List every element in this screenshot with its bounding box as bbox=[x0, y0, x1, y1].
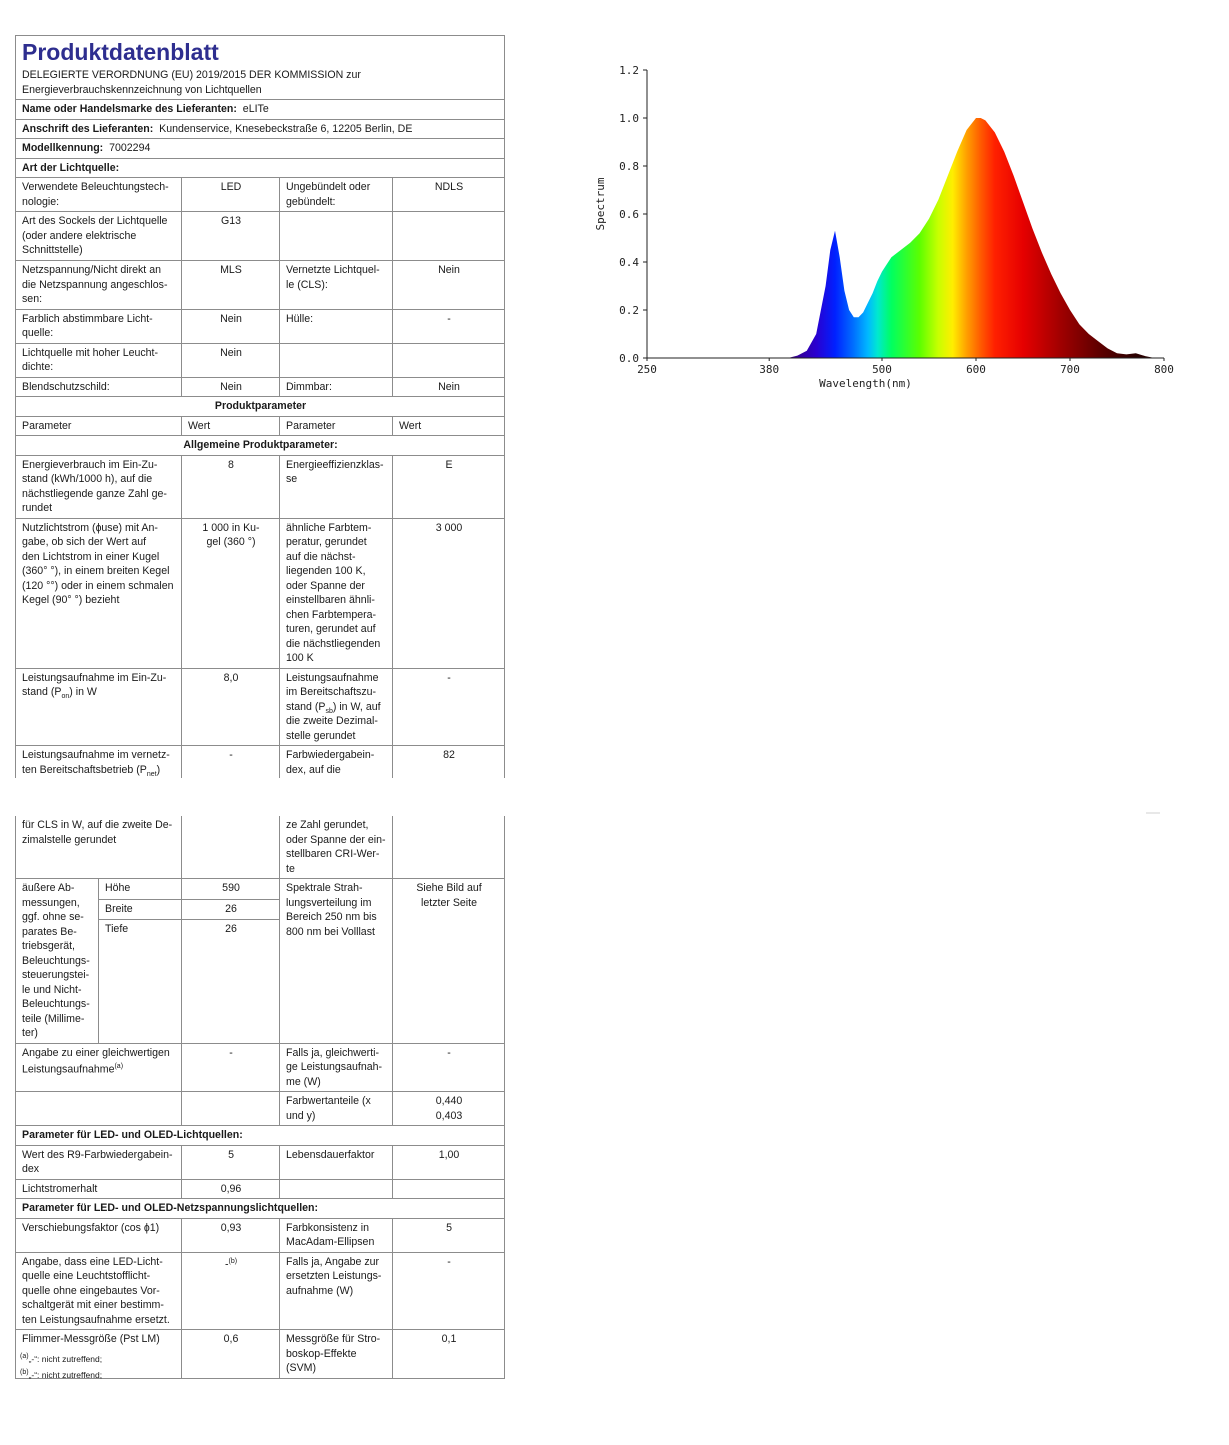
param-cell-text: Blendschutzschild: bbox=[22, 380, 110, 393]
supplier-name bbox=[16, 100, 505, 120]
param-cell bbox=[16, 1145, 182, 1179]
value-cell-text: 1,00 bbox=[438, 1148, 460, 1161]
param-cell-subscript: on bbox=[61, 693, 70, 701]
value-cell bbox=[393, 1043, 505, 1092]
param-cell-text: Nutzlichtstrom (ɸuse) mit An- gabe, ob sich der Wert auf den Lichtstrom in einer Kugel (360° °), in einem breiten Kegel (120 °°) oder in einem schmalen Kegel (90° °) bezieht bbox=[22, 521, 174, 606]
model-id-label: Modellkennung: bbox=[22, 142, 104, 154]
value-cell bbox=[182, 1145, 280, 1179]
x-tick-label: 600 bbox=[966, 363, 986, 376]
table-row bbox=[16, 455, 505, 518]
x-tick-label: 250 bbox=[637, 363, 657, 376]
param-cell bbox=[280, 1145, 393, 1179]
value-cell-text: 0,6 bbox=[223, 1333, 239, 1345]
table-row bbox=[16, 816, 505, 879]
section-heading bbox=[16, 1199, 505, 1219]
value-cell-text: 0,440 0,403 bbox=[435, 1095, 463, 1122]
table-row bbox=[16, 1092, 505, 1126]
dimension-name bbox=[99, 879, 182, 900]
title-cell bbox=[16, 36, 505, 100]
param-cell bbox=[280, 1330, 393, 1379]
param-cell-text: Ungebündelt oder gebündelt: bbox=[286, 181, 371, 208]
value-cell-text: Nein bbox=[220, 346, 242, 359]
param-cell-text-end: ) in W bbox=[69, 686, 97, 698]
supplier-name-label: Name oder Handelsmarke des Lieferanten: bbox=[22, 103, 237, 115]
supplier-address bbox=[16, 119, 505, 139]
dimension-value bbox=[182, 879, 280, 900]
value-cell bbox=[393, 1179, 505, 1199]
value-cell bbox=[393, 212, 505, 261]
section-heading-text: Art der Lichtquelle: bbox=[22, 161, 120, 174]
param-cell bbox=[16, 668, 182, 746]
param-cell-footnote-mark: (a) bbox=[114, 1063, 124, 1070]
param-cell bbox=[280, 261, 393, 310]
param-cell-text: Lebensdauerfaktor bbox=[286, 1148, 375, 1161]
param-cell-text: Energieverbrauch im Ein-Zu- stand (kWh/1000 h), auf die nächstliegende ganze Zahl ge- rundet bbox=[22, 458, 167, 514]
param-cell-text: Leistungsaufnahme im Bereitschaftszu- stand (P bbox=[286, 671, 379, 713]
y-tick-label: 0.6 bbox=[619, 208, 639, 221]
table-row bbox=[16, 1145, 505, 1179]
param-cell bbox=[280, 518, 393, 668]
y-tick-label: 0.2 bbox=[619, 304, 639, 317]
param-cell-text: Angabe, dass eine LED-Licht- quelle eine Leuchtstofflicht- quelle ohne eingebautes Vor- schaltgerät mit einer bestimm- ten Leistungsaufnahme ersetzt. bbox=[22, 1255, 170, 1326]
param-cell-text: ähnliche Farbtem- peratur, gerundet auf die nächst- liegenden 100 K, oder Spanne der einstellbaren ähnli- chen Farbtempera- turen, gerundet auf die nächstliegenden 100 K bbox=[286, 521, 381, 664]
column-header-row bbox=[16, 416, 505, 436]
value-cell bbox=[393, 879, 505, 1044]
datasheet-table-bottom bbox=[15, 816, 505, 1379]
param-cell-text: Falls ja, Angabe zur ersetzten Leistungs- aufnahme (W) bbox=[286, 1255, 382, 1297]
param-cell bbox=[16, 518, 182, 668]
value-cell-text: 5 bbox=[228, 1148, 234, 1161]
led-heading-row bbox=[16, 1126, 505, 1146]
param-cell bbox=[16, 816, 182, 879]
column-header bbox=[16, 416, 182, 436]
value-cell bbox=[182, 377, 280, 397]
param-cell-text: Leistungsaufnahme im vernetz- ten Bereitschaftsbetrieb (P bbox=[22, 749, 170, 776]
value-cell bbox=[182, 455, 280, 518]
footnote-a: $^{(a)}$„-“: nicht zutreffend; bbox=[20, 1353, 103, 1364]
type-heading-row bbox=[16, 158, 505, 178]
table-row bbox=[16, 1179, 505, 1199]
y-tick-label: 1.0 bbox=[619, 112, 639, 125]
table-row bbox=[16, 518, 505, 668]
table-row bbox=[16, 377, 505, 397]
param-cell bbox=[16, 309, 182, 343]
x-axis-label: Wavelength(nm) bbox=[819, 377, 912, 390]
param-cell-text: Energieeffizienzklas- se bbox=[286, 458, 384, 485]
plot-area bbox=[788, 118, 1155, 358]
dimension-value bbox=[182, 920, 280, 1043]
param-cell-text: Verschiebungsfaktor (cos ɸ1) bbox=[22, 1221, 160, 1234]
value-cell bbox=[182, 212, 280, 261]
param-cell-subscript: sb bbox=[325, 707, 333, 715]
param-cell bbox=[280, 178, 393, 212]
y-axis-label: Spectrum bbox=[594, 177, 607, 231]
param-cell-text: Netzspannung/Nicht direkt an die Netzspannung angeschlos- sen: bbox=[22, 264, 168, 305]
param-cell-text-end: ) bbox=[156, 763, 161, 776]
table-row bbox=[16, 1043, 505, 1092]
param-cell-text: Flimmer-Messgröße (Pst LM) bbox=[22, 1333, 160, 1345]
value-cell bbox=[393, 1145, 505, 1179]
param-cell bbox=[16, 261, 182, 310]
model-id-row bbox=[16, 139, 505, 159]
value-cell-text: - bbox=[447, 1255, 451, 1268]
value-cell-text: MLS bbox=[220, 264, 242, 276]
param-cell bbox=[280, 377, 393, 397]
param-cell bbox=[280, 879, 393, 1044]
param-cell bbox=[280, 1179, 393, 1199]
column-header-text: Wert bbox=[188, 419, 211, 432]
param-cell-text: Angabe zu einer gleichwertigen Leistungsaufnahme bbox=[22, 1046, 170, 1076]
value-cell-text: 8 bbox=[228, 458, 234, 471]
param-cell bbox=[280, 1043, 393, 1092]
section-heading-text: Allgemeine Produktparameter: bbox=[183, 439, 338, 451]
param-cell bbox=[280, 668, 393, 746]
dimension-name-text: Tiefe bbox=[105, 923, 129, 936]
regulation-text: DELEGIERTE VERORDNUNG (EU) 2019/2015 DER KOMMISSION zur Energieverbrauchskennzeichnung von Lichtquellen bbox=[22, 69, 361, 96]
value-cell bbox=[182, 309, 280, 343]
section-heading-text: Parameter für LED- und OLED-Netzspannungslichtquellen: bbox=[22, 1202, 319, 1214]
param-cell bbox=[16, 1218, 182, 1252]
value-cell bbox=[393, 1330, 505, 1379]
param-cell bbox=[16, 1043, 182, 1092]
x-tick-label: 500 bbox=[872, 363, 892, 376]
param-cell-text: Leistungsaufnahme im Ein-Zu- stand (P bbox=[22, 671, 167, 698]
value-cell bbox=[393, 518, 505, 668]
param-cell bbox=[280, 816, 393, 879]
column-header-text: Parameter bbox=[286, 419, 336, 432]
param-cell-text: Dimmbar: bbox=[286, 380, 332, 393]
value-cell-text: - bbox=[224, 1258, 229, 1271]
dimension-value bbox=[182, 899, 280, 920]
value-cell-text: - bbox=[447, 1046, 451, 1059]
supplier-name-value: eLITe bbox=[242, 103, 269, 115]
param-cell-subscript: net bbox=[146, 770, 157, 778]
value-cell-text: 3 000 bbox=[435, 521, 463, 534]
param-cell-text: Farblich abstimmbare Licht- quelle: bbox=[22, 312, 153, 339]
value-cell bbox=[393, 309, 505, 343]
x-tick-label: 700 bbox=[1060, 363, 1080, 376]
param-cell-text: Farbwertanteile (x und y) bbox=[286, 1095, 371, 1122]
param-cell-text: Farbkonsistenz in MacAdam-Ellipsen bbox=[286, 1221, 375, 1248]
dimension-row bbox=[16, 879, 505, 900]
param-cell-text: für CLS in W, auf die zweite De- zimalstelle gerundet bbox=[22, 819, 173, 846]
value-cell-text: 0,93 bbox=[220, 1221, 242, 1234]
product-heading-row bbox=[16, 397, 505, 417]
value-cell-text: Siehe Bild auf letzter Seite bbox=[416, 882, 482, 909]
value-cell-text: 8,0 bbox=[223, 671, 239, 684]
value-cell bbox=[393, 1092, 505, 1126]
param-cell bbox=[280, 455, 393, 518]
value-cell bbox=[182, 1043, 280, 1092]
dimension-value-text: 26 bbox=[225, 923, 237, 936]
table-row bbox=[16, 1218, 505, 1252]
param-cell-text: Hülle: bbox=[286, 312, 314, 325]
x-tick-label: 380 bbox=[759, 363, 780, 376]
value-cell-text: 0,1 bbox=[441, 1333, 457, 1345]
param-cell bbox=[280, 1252, 393, 1330]
dimensions-label-text: äußere Ab- messungen, ggf. ohne se- parates Be- triebsgerät, Beleuchtungs- steuerungstei- le und Nicht- Beleuchtungs- teile (Millime- ter) bbox=[22, 882, 90, 1039]
supplier-name-row bbox=[16, 100, 505, 120]
value-cell-text: LED bbox=[220, 181, 242, 193]
param-cell-text: Lichtstromerhalt bbox=[22, 1182, 98, 1195]
param-cell bbox=[280, 1092, 393, 1126]
value-cell bbox=[393, 1218, 505, 1252]
spectrum-chart bbox=[590, 60, 1190, 400]
value-cell-text: 82 bbox=[443, 749, 455, 761]
value-cell bbox=[393, 816, 505, 879]
param-cell bbox=[16, 1179, 182, 1199]
value-cell-text: Nein bbox=[438, 264, 460, 276]
value-cell-text: 0,96 bbox=[220, 1182, 242, 1195]
value-cell bbox=[182, 1330, 280, 1379]
value-cell bbox=[182, 343, 280, 377]
section-heading bbox=[16, 158, 505, 178]
value-cell bbox=[393, 261, 505, 310]
dimension-name-text: Breite bbox=[105, 902, 133, 915]
model-id-value: 7002294 bbox=[109, 142, 151, 154]
y-tick-label: 0.8 bbox=[619, 160, 639, 173]
value-cell-text: - bbox=[447, 671, 451, 684]
value-cell bbox=[182, 1179, 280, 1199]
param-cell bbox=[280, 1218, 393, 1252]
table-row bbox=[16, 261, 505, 310]
column-header bbox=[393, 416, 505, 436]
supplier-address-label: Anschrift des Lieferanten: bbox=[22, 122, 154, 135]
column-header bbox=[182, 416, 280, 436]
param-cell-text: Verwendete Beleuchtungstech- nologie: bbox=[22, 181, 169, 208]
param-cell-text-end: ) in W, auf die zweite Dezimal- stelle gerundet bbox=[286, 700, 381, 742]
value-cell-text: Nein bbox=[438, 380, 460, 393]
param-cell bbox=[16, 1092, 182, 1126]
footnote-b: $^{(b)}$„-“: nicht zutreffend; bbox=[20, 1368, 103, 1380]
page-title: Produktdatenblatt bbox=[22, 39, 219, 65]
scan-artifact bbox=[1146, 812, 1160, 814]
section-heading-text: Parameter für LED- und OLED-Lichtquellen: bbox=[22, 1129, 243, 1141]
supplier-address-row bbox=[16, 119, 505, 139]
param-cell bbox=[16, 1252, 182, 1330]
param-cell-text: Art des Sockels der Lichtquelle (oder andere elektrische Schnittstelle) bbox=[22, 215, 168, 256]
dimension-name-text: Höhe bbox=[105, 882, 131, 894]
value-cell bbox=[393, 377, 505, 397]
value-cell bbox=[182, 668, 280, 746]
value-cell bbox=[182, 1252, 280, 1330]
dimension-name bbox=[99, 920, 182, 1043]
value-cell bbox=[393, 668, 505, 746]
value-cell bbox=[182, 178, 280, 212]
y-tick-label: 0.4 bbox=[619, 256, 639, 269]
param-cell-text: ze Zahl gerundet, oder Spanne der ein- stellbaren CRI-Wer- te bbox=[286, 819, 386, 875]
value-cell bbox=[393, 1252, 505, 1330]
value-cell-text: - bbox=[229, 1046, 233, 1059]
table-row bbox=[16, 343, 505, 377]
value-cell-footnote-mark: (b) bbox=[228, 1257, 238, 1265]
param-cell bbox=[16, 455, 182, 518]
section-heading bbox=[16, 436, 505, 456]
value-cell-text: 1 000 in Ku- gel (360 °) bbox=[202, 521, 260, 548]
param-cell bbox=[280, 343, 393, 377]
dimension-value-text: 590 bbox=[222, 882, 240, 894]
column-header bbox=[280, 416, 393, 436]
table-row bbox=[16, 668, 505, 746]
general-heading-row bbox=[16, 436, 505, 456]
param-cell bbox=[16, 178, 182, 212]
value-cell-text: E bbox=[445, 458, 453, 471]
value-cell bbox=[393, 178, 505, 212]
value-cell bbox=[393, 343, 505, 377]
value-cell-text: - bbox=[229, 749, 233, 761]
param-cell-text: Lichtquelle mit hoher Leucht- dichte: bbox=[22, 346, 159, 373]
y-tick-label: 0.0 bbox=[619, 352, 639, 365]
value-cell bbox=[182, 1092, 280, 1126]
title-row bbox=[16, 36, 505, 100]
param-cell bbox=[16, 343, 182, 377]
mains-heading-row bbox=[16, 1199, 505, 1219]
param-cell-text: Vernetzte Lichtquel- le (CLS): bbox=[286, 264, 380, 291]
page-break-gap bbox=[10, 778, 510, 816]
table-row bbox=[16, 309, 505, 343]
param-cell bbox=[280, 309, 393, 343]
column-header-text: Parameter bbox=[22, 419, 72, 432]
datasheet-table-top bbox=[15, 35, 505, 794]
y-tick-label: 1.2 bbox=[619, 64, 639, 77]
value-cell-text: - bbox=[447, 312, 451, 325]
section-heading bbox=[16, 1126, 505, 1146]
value-cell-text: Nein bbox=[220, 380, 242, 393]
section-heading-text: Produktparameter bbox=[214, 400, 307, 412]
spectrum-series-0 bbox=[788, 118, 1155, 358]
table-row bbox=[16, 212, 505, 261]
value-cell-text: Nein bbox=[220, 312, 242, 325]
model-id bbox=[16, 139, 505, 159]
param-cell-text: Farbwiedergabein- dex, auf die bbox=[286, 749, 375, 776]
footnotes bbox=[20, 1350, 102, 1382]
table-row bbox=[16, 1252, 505, 1330]
param-cell-text: Falls ja, gleichwerti- ge Leistungsaufnah- me (W) bbox=[286, 1046, 383, 1088]
x-tick-label: 800 bbox=[1154, 363, 1174, 376]
value-cell bbox=[182, 1218, 280, 1252]
section-heading bbox=[16, 397, 505, 417]
table-row bbox=[16, 178, 505, 212]
value-cell-text: 5 bbox=[446, 1221, 452, 1234]
value-cell bbox=[182, 261, 280, 310]
param-cell-text: Spektrale Strah- lungsverteilung im Bereich 250 nm bis 800 nm bei Volllast bbox=[286, 882, 377, 938]
value-cell bbox=[182, 518, 280, 668]
supplier-address-value: Kundenservice, Knesebeckstraße 6, 12205 Berlin, DE bbox=[159, 122, 413, 135]
param-cell bbox=[280, 212, 393, 261]
value-cell bbox=[182, 816, 280, 879]
dimensions-label bbox=[16, 879, 99, 1044]
param-cell bbox=[16, 212, 182, 261]
dimension-name bbox=[99, 899, 182, 920]
dimension-value-text: 26 bbox=[225, 902, 237, 915]
value-cell-text: G13 bbox=[220, 215, 242, 227]
param-cell-text: Wert des R9-Farbwiedergabein- dex bbox=[22, 1148, 173, 1175]
column-header-text: Wert bbox=[399, 419, 422, 432]
value-cell-text: NDLS bbox=[434, 181, 464, 193]
value-cell bbox=[393, 455, 505, 518]
param-cell bbox=[16, 377, 182, 397]
param-cell-text: Messgröße für Stro- boskop-Effekte (SVM) bbox=[286, 1333, 381, 1374]
